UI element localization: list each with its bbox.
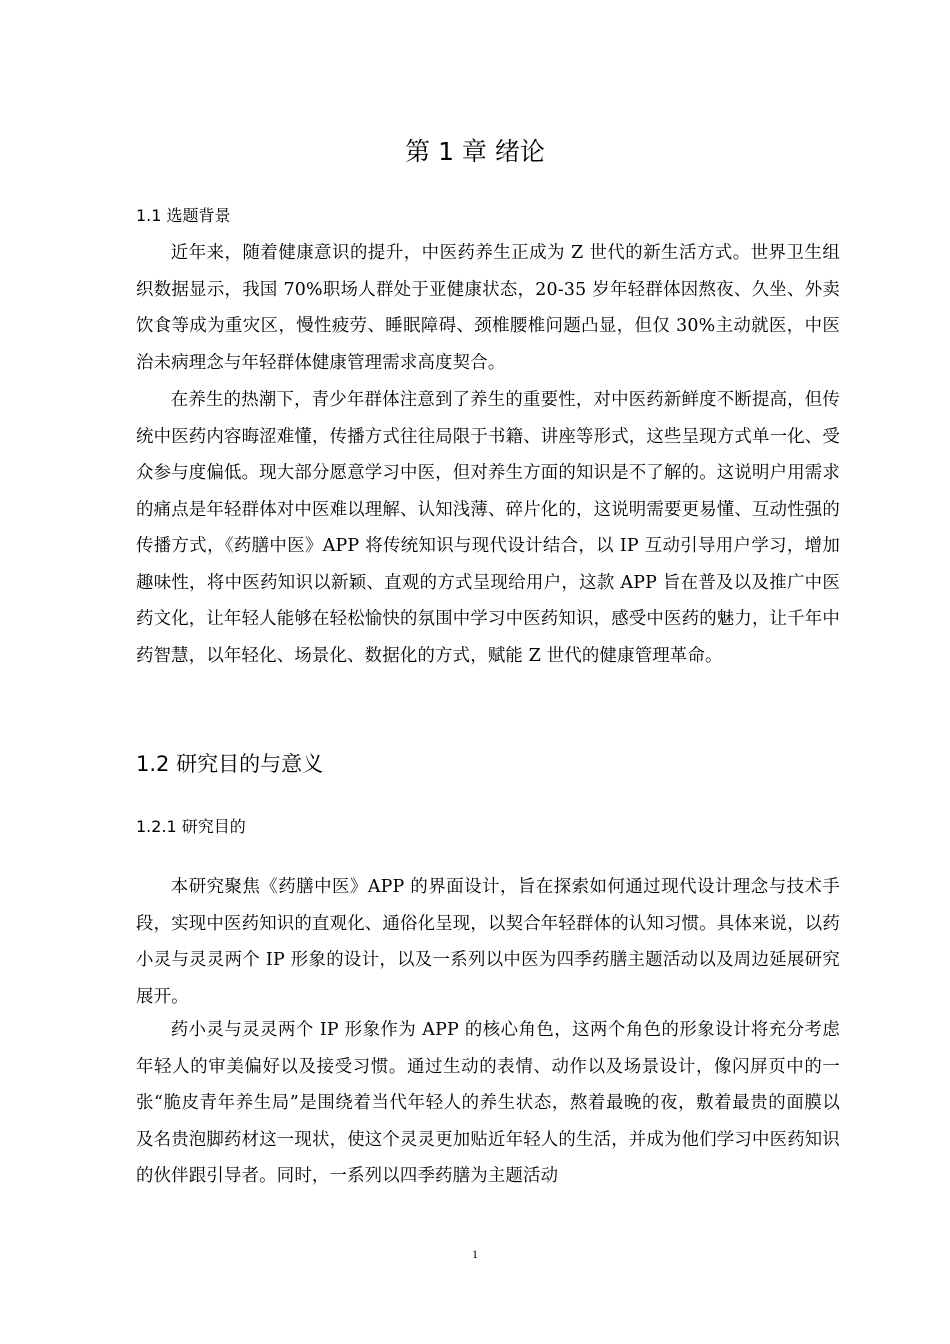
section-heading-1-2-1: 1.2.1 研究目的 bbox=[136, 817, 246, 836]
paragraph-background-2: 在养生的热潮下，青少年群体注意到了养生的重要性，对中医药新鲜度不断提高，但传统中医药内容晦涩难懂，传播方式往往局限于书籍、讲座等形式，这些呈现方式单一化、受众参与度偏低。现大部分愿意学习中医，但对养生方面的知识是不了解的。这说明户用需求的痛点是年轻群体对中医难以理解、认知浅薄、碎片化的，这说明需要更易懂、互动性强的传播方式，《药膳中医》APP 将传统知识与现代设计结合，以 IP 互动引导用户学习，增加趣味性，将中医药知识以新颖、直观的方式呈现给用户，这款 APP 旨在普及以及推广中医药文化，让年轻人能够在轻松愉快的氛围中学习中医药知识，感受中医药的魅力，让千年中药智慧，以年轻化、场景化、数据化的方式，赋能 Z 世代的健康管理革命。 bbox=[136, 390, 840, 666]
paragraph-purpose-1: 本研究聚焦《药膳中医》APP 的界面设计，旨在探索如何通过现代设计理念与技术手段，实现中医药知识的直观化、通俗化呈现，以契合年轻群体的认知习惯。具体来说，以药小灵与灵灵两个 IP 形象的设计，以及一系列以中医为四季药膳主题活动以及周边延展研究展开。 bbox=[136, 877, 840, 1007]
chapter-title: 第 1 章 绪论 bbox=[405, 137, 545, 166]
paragraph-purpose-2: 药小灵与灵灵两个 IP 形象作为 APP 的核心角色，这两个角色的形象设计将充分考虑年轻人的审美偏好以及接受习惯。通过生动的表情、动作以及场景设计，像闪屏页中的一张“脆皮青年养生局”是围绕着当代年轻人的养生状态，熬着最晚的夜，敷着最贵的面膜以及名贵泡脚药材这一现状，使这个灵灵更加贴近年轻人的生活，并成为他们学习中医药知识的伙伴跟引导者。同时，一系列以四季药膳为主题活动 bbox=[136, 1020, 840, 1186]
page-number: 1 bbox=[472, 1247, 478, 1261]
paragraph-background-1: 近年来，随着健康意识的提升，中医药养生正成为 Z 世代的新生活方式。世界卫生组织数据显示，我国 70%职场人群处于亚健康状态，20-35 岁年轻群体因熬夜、久坐、外卖饮食等成为重灾区，慢性疲劳、睡眠障碍、颈椎腰椎问题凸显，但仅 30%主动就医，中医治未病理念与年轻群体健康管理需求高度契合。 bbox=[136, 243, 840, 373]
section-heading-1-2: 1.2 研究目的与意义 bbox=[136, 752, 324, 776]
section-heading-1-1: 1.1 选题背景 bbox=[136, 206, 231, 225]
